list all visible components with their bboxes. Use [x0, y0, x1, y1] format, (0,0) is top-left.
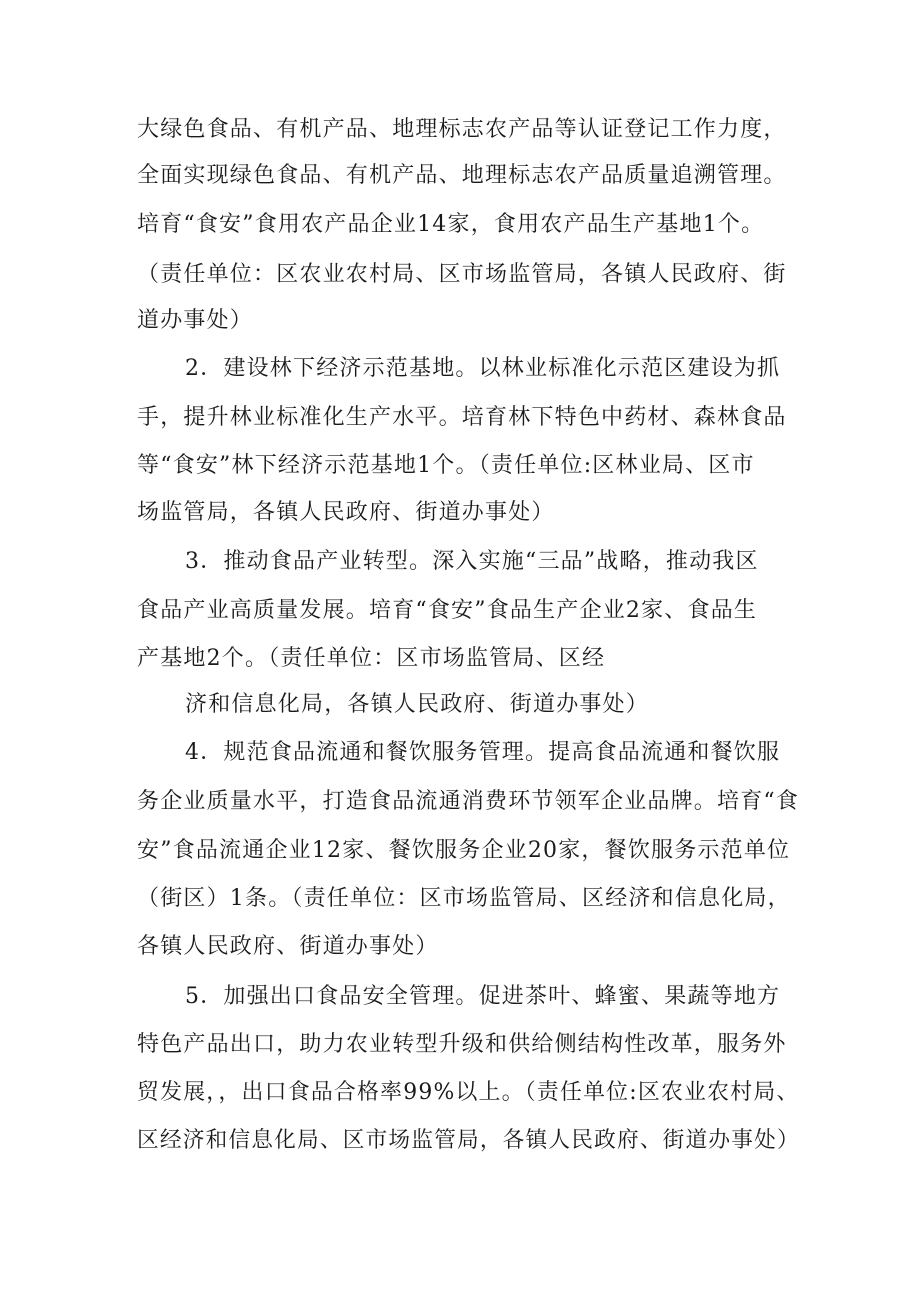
text-line-21: 贸发展，，出口食品合格率99%以上。（责任单位:区农业农村局、 [137, 1080, 800, 1105]
text-line-7: 手，提升林业标准化生产水平。培育林下特色中药材、森林食品 [137, 405, 787, 430]
section-2-heading-line: 2．建设林下经济示范基地。以林业标准化示范区建设为抓 [185, 356, 781, 381]
section-4-heading-line: 4．规范食品流通和餐饮服务管理。提高食品流通和餐饮服 [185, 740, 781, 765]
text-line-15: 务企业质量水平，打造食品流通消费环节领军企业品牌。培育“食 [137, 789, 800, 814]
section-5-heading-line: 5．加强出口食品安全管理。促进茶叶、蜂蜜、果蔬等地方 [185, 984, 781, 1009]
text-line-9: 场监管局，各镇人民政府、街道办事处） [137, 500, 555, 525]
text-line-20: 特色产品出口，助力农业转型升级和供给侧结构性改革，服务外 [137, 1032, 787, 1057]
text-line-5: 道办事处） [137, 308, 254, 333]
text-line-1: 大绿色食品、有机产品、地理标志农产品等认证登记工作力度， [137, 117, 787, 142]
text-line-4: （责任单位：区农业农村局、区市场监管局，各镇人民政府、街 [137, 262, 787, 287]
text-line-2: 全面实现绿色食品、有机产品、地理标志农产品质量追溯管理。 [137, 163, 787, 188]
text-line-11: 食品产业高质量发展。培育“食安”食品生产企业2家、食品生 [137, 598, 758, 623]
text-line-12: 产基地2个。（责任单位：区市场监管局、区经 [137, 646, 606, 671]
text-line-16: 安”食品流通企业12家、餐饮服务企业20家，餐饮服务示范单位 [137, 838, 791, 863]
text-line-18: 各镇人民政府、街道办事处） [137, 934, 439, 959]
section-3-heading-line: 3．推动食品产业转型。深入实施“三品”战略，推动我区 [185, 549, 759, 574]
text-line-22: 区经济和信息化局、区市场监管局，各镇人民政府、街道办事处） [137, 1128, 800, 1153]
text-line-3: 培育“食安”食用农产品企业14家，食用农产品生产基地1个。 [137, 212, 765, 237]
text-line-17: （街区）1条。（责任单位：区市场监管局、区经济和信息化局， [137, 886, 791, 911]
text-line-8: 等“食安”林下经济示范基地1个。（责任单位:区林业局、区市 [137, 453, 755, 478]
text-line-13: 济和信息化局，各镇人民政府、街道办事处） [185, 692, 650, 717]
